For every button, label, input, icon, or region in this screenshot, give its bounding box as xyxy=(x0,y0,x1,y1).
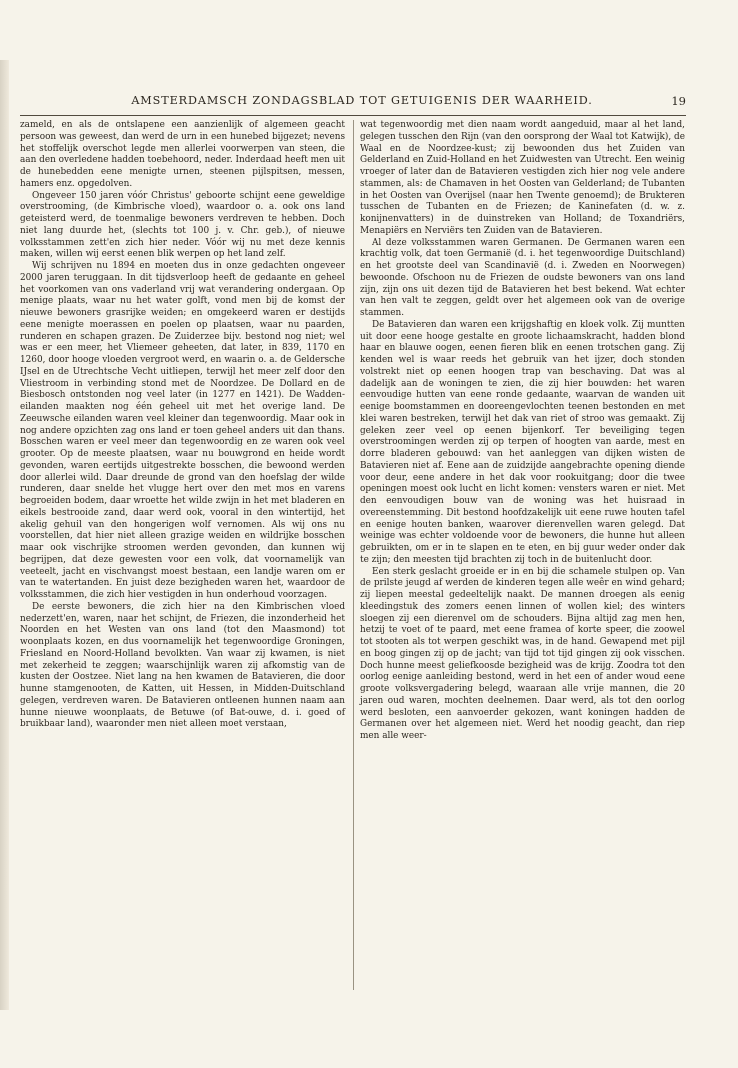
paragraph: wat tegenwoordig met dien naam wordt aangeduid, maar al het land, gelegen tusschen den Rijn (van den oorsprong der Waal tot Katwijk), de Waal en de Noordzee-kust; zij bewoonden dus het Zuiden van Gelderland en Zuid-Holland en het Zuidwesten van Utrecht. Een weinig vroeger of later dan de Batavieren vestigden zich hier nog vele andere stammen, als: de Chamaven in het Oosten van Gelderland; de Tubanten in het Oosten van Overijsel (naar hen Twente genoemd); de Brukteren tusschen de Tubanten en de Friezen; de Kaninefaten (d. w. z. konijnenvatters) in de duinstreken van Holland; de Toxandriërs, Menapiërs en Nerviërs ten Zuiden van de Batavieren. xyxy=(360,120,685,236)
paragraph: De Batavieren dan waren een krijgshaftig en kloek volk. Zij muntten uit door eene hooge gestalte en groote lichaamskracht, hadden blond haar en blauwe oogen, eenen fieren blik en eenen trotschen gang. Zij kenden wel is waar reeds het gebruik van het ijzer, doch stonden volstrekt niet op eenen hoogen trap van beschaving. Dat was al dadelijk aan de woningen te zien, die zij hier bouwden: het waren eenvoudige hutten van eene ronde gedaante, waarvan de wanden uit eenige boomstammen en dooreengevlochten teenen bestonden en met klei waren bestreken, terwijl het dak van riet of stroo was gemaakt. Zij geleken zeer veel op eenen bijenkorf. Ter beveiliging tegen overstroomingen werden zij op terpen of hoogten van aarde, mest en dorre bladeren gebouwd: van het aanleggen van dijken wisten de Batavieren niet af. Eene aan de zuidzijde aangebrachte opening diende voor deur, eene andere in het dak voor rookuitgang; door die twee openingen moest ook lucht en licht komen: vensters waren er niet. Met den eenvoudigen bouw van de woning was het huisraad in overeenstemming. Dit bestond hoofdzakelijk uit eene ruwe houten tafel en eenige houten banken, waarover dierenvellen waren gelegd. Dat weinige was echter voldoende voor de bewoners, die hunne hut alleen gebruikten, om er in te slapen en te eten, en bij guur weder onder dak te zijn; den meesten tijd brachten zij toch in de buitenlucht door. xyxy=(360,319,685,565)
left-column xyxy=(20,120,345,731)
paragraph: De eerste bewoners, die zich hier na den Kimbrischen vloed nederzett'en, waren, naar het schijnt, de Friezen, die inzonderheid het Noorden en het Westen van ons land (tot den Maasmond) tot woonplaats kozen, en dus voornamelijk het tegenwoordige Groningen, Friesland en Noord-Holland bevolkten. Van waar zij kwamen, is niet met zekerheid te zeggen; waarschijnlijk waren zij afkomstig van de kusten der Oostzee. Niet lang na hen kwamen de Batavieren, die door hunne stamgenooten, de Katten, uit Hessen, in Midden-Duitschland gelegen, verdreven waren. De Batavieren ontleenen hunnen naam aan hunne nieuwe woonplaats, de Betuwe (of Bat-ouwe, d. i. goed of bruikbaar land), waaronder men niet alleen moet verstaan, xyxy=(20,601,345,730)
paragraph: Wij schrijven nu 1894 en moeten dus in onze gedachten ongeveer 2000 jaren teruggaan. In dit tijdsverloop heeft de gedaante en geheel het voorkomen van ons vaderland vrij wat verandering ondergaan. Op menige plaats, waar nu het water golft, vond men bij de komst der nieuwe bewoners grasrijke weiden; en omgekeerd waren er destijds eene menigte moerassen en poelen op plaatsen, waar nu paarden, runderen en schapen grazen. De Zuiderzee bijv. bestond nog niet; wel was er een meer, het Vliemeer geheeten, dat later, in 839, 1170 en 1260, door hooge vloeden vergroot werd, en waarin o. a. de Geldersche IJsel en de Utrechtsche Vecht uitliepen, terwijl het meer zelf door den Vliestroom in verbinding stond met de Noordzee. De Dollard en de Biesbosch ontstonden nog veel later (in 1277 en 1421). De Wadden-eilanden maakten nog één geheel uit met het overige land. De Zeeuwsche eilanden waren veel kleiner dan tegenwoordig. Maar ook in nog andere opzichten zag ons land er toen geheel anders uit dan thans. Bosschen waren er veel meer dan tegenwoordig en ze waren ook veel grooter. Op de meeste plaatsen, waar nu bouwgrond en heide wordt gevonden, waren eertijds uitgestrekte bosschen, die bewoond werden door allerlei wild. Daar dreunde de grond van den hoefslag der wilde runderen, daar snelde het vlugge hert over den met mos en varens begroeiden bodem, daar wroette het wilde zwijn in het met bladeren en eikels bestrooide zand, daar werd ook, vooral in den wintertijd, het akelig gehuil van den hongerigen wolf vernomen. Als wij ons nu voorstellen, dat hier niet alleen grazige weiden en wildrijke bosschen maar ook vischrijke stroomen werden gevonden, dan kunnen wij begrijpen, dat deze gewesten voor een volk, dat voornamelijk van veeteelt, jacht en vischvangst moest bestaan, een landje waren om er van te watertanden. En juist deze bezigheden waren het, waardoor de volksstammen, die zich hier vestigden in hun onderhoud voorzagen. xyxy=(20,261,345,600)
paragraph: Een sterk geslacht groeide er in en bij die schamele stulpen op. Van de prilste jeugd af werden de kinderen tegen alle weêr en wind gehard; zij liepen meestal gedeeltelijk naakt. De mannen droegen als eenig kleedingstuk des zomers eenen linnen of wollen kiel; des winters sloegen zij een dierenvel om de schouders. Bijna altijd zag men hen, hetzij te voet of te paard, met eene framea of korte speer, die zoowel tot stooten als tot werpen geschikt was, in de hand. Gewapend met pijl en boog gingen zij op de jacht; van tijd tot tijd gingen zij ook visschen. Doch hunne meest geliefkoosde bezigheid was de krijg. Zoodra tot den oorlog eenige aanleiding bestond, werd in het een of ander woud eene groote volksvergadering belegd, waaraan alle vrije mannen, die 20 jaren oud waren, mochten deelnemen. Daar werd, als tot den oorlog werd besloten, een aanvoerder gekozen, want koningen hadden de Germanen over het algemeen niet. Werd het noodig geacht, dan riep men alle weer- xyxy=(360,566,685,741)
column-divider xyxy=(353,120,354,990)
text-columns xyxy=(20,120,686,990)
page-number: 19 xyxy=(671,94,686,108)
page-binding-edge xyxy=(0,60,9,1010)
page-header xyxy=(20,94,686,112)
right-column xyxy=(360,120,685,743)
header-rule xyxy=(20,115,686,116)
paragraph: Al deze volksstammen waren Germanen. De Germanen waren een krachtig volk, dat toen Germanië (d. i. het tegenwoordige Duitschland) en het grootste deel van Scandinavië (d. i. Zweden en Noorwegen) bewoonde. Ofschoon nu de Friezen de oudste bewoners van ons land zijn, zijn ons uit dezen tijd de Batavieren het best bekend. Wat echter van hen valt te zeggen, geldt over het algemeen ook van de overige stammen. xyxy=(360,237,685,318)
paragraph: Ongeveer 150 jaren vóór Christus' geboorte schijnt eene geweldige overstrooming, (de Kimbrische vloed), waardoor o. a. ook ons land geteisterd werd, de toenmalige bewoners verdreven te hebben. Doch niet lang duurde het, (slechts tot 100 j. v. Chr. geb.), of nieuwe volksstammen zett'en zich hier neder. Vóór wij nu met deze kennis maken, willen wij eerst eenen blik werpen op het land zelf. xyxy=(20,190,345,260)
paragraph: zameld, en als de ontslapene een aanzienlijk of algemeen geacht persoon was geweest, dan werd de urn in een hunebed bijgezet; nevens het stoffelijk overschot legde men allerlei voorwerpen van steen, die aan den overledene hadden toebehoord, neder. Inderdaad heeft men uit de hunebedden eene menigte urnen, steenen pijlspitsen, messen, hamers enz. opgedolven. xyxy=(20,120,345,189)
running-title: AMSTERDAMSCH ZONDAGSBLAD TOT GETUIGENIS DER WAARHEID. xyxy=(131,94,593,107)
